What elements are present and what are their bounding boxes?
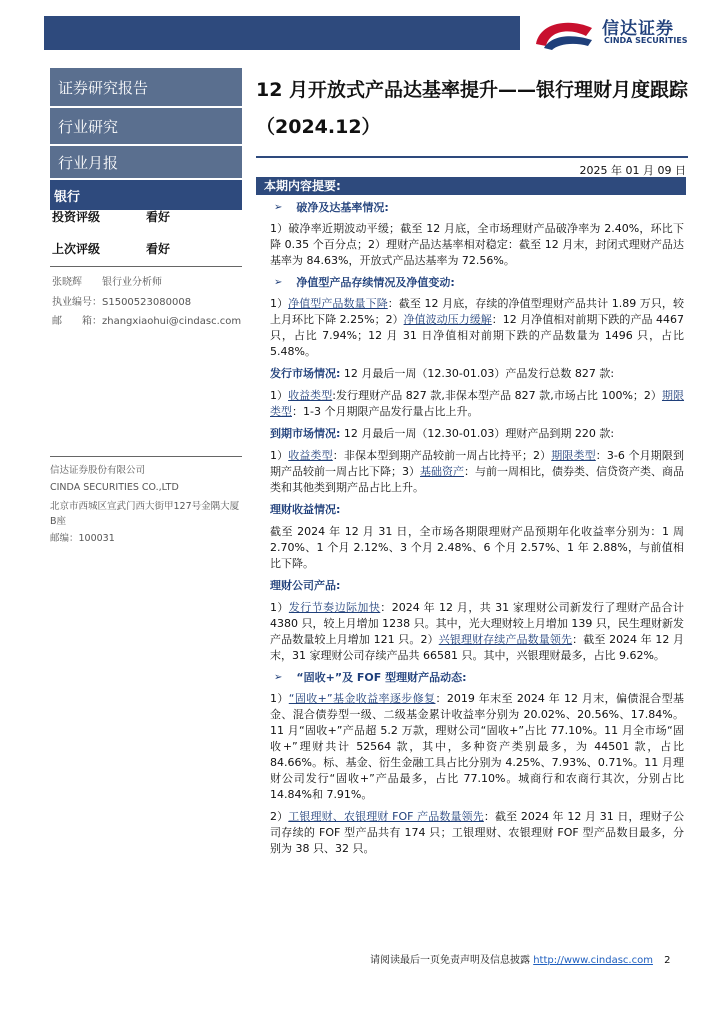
previous-rating	[52, 240, 171, 257]
analyst-name: 张晓辉 银行业分析师	[52, 277, 162, 288]
section-heading: 理财收益情况:	[270, 503, 341, 516]
company-postcode: 邮编：100031	[50, 533, 115, 544]
section-heading: 理财公司产品:	[270, 579, 341, 592]
sector-label: 银行	[50, 180, 242, 210]
company-name-cn: 信达证券股份有限公司	[50, 465, 146, 476]
company-name-en: CINDA SECURITIES CO.,LTD	[50, 482, 179, 493]
rating-value: 看好	[146, 210, 171, 224]
logo-english-text: CINDA SECURITIES	[604, 36, 688, 45]
paragraph: 截至 2024 年 12 月 31 日，全市场各期限理财产品预期年化收益率分别为：1 周 2.70%、1 个月 2.12%、3 个月 2.48%、6 个月 2.57%、1 年 2.88%，与前值相比下降。	[270, 525, 684, 570]
section-heading: ➢ 破净及达基率情况:	[274, 201, 389, 214]
analyst-email[interactable]: 邮 箱：zhangxiaohui@cindasc.com	[52, 316, 242, 327]
sidebar	[50, 68, 242, 210]
arrow-icon: ➢	[274, 672, 283, 683]
website-link[interactable]: http://www.cindasc.com	[533, 955, 653, 966]
divider	[50, 266, 242, 267]
paragraph: 2）工银理财、农银理财 FOF 产品数量领先：截至 2024 年 12 月 31 日，理财子公司存续的 FOF 型产品共有 174 只；工银理财、农银理财 FOF 型产品数目最多，分别为 38 只、32 只。	[270, 810, 685, 855]
report-category-box: 行业月报	[50, 146, 242, 178]
arrow-icon: ➢	[274, 277, 283, 288]
analyst-cert: 执业编号：S1500523080008	[52, 297, 192, 308]
report-type-box: 证券研究报告	[50, 68, 242, 106]
research-type-box: 行业研究	[50, 108, 242, 144]
paragraph: 1）“固收+”基金收益率逐步修复：2019 年末至 2024 年 12 月末，偏债混合型基金、混合债券型一级、二级基金累计收益率分别为 20.02%、20.56%、17.84%。11 月“固收+”产品超 5.2 万款，理财公司“固收+”占比 77.10%。11 月全市场“固收+”理财共计 52564 款，其中，多种资产类别最多，为 44501 款，占比 84.66%。标、基金、衍生金融工具占比分别为 4.25%、7.93%、0.71%。11 月理财公司发行“固收+”产品最多，占比 77.10%。城商行和农商行其次，分别占比 14.84%和 7.91%。	[270, 692, 684, 801]
report-title: 12 月开放式产品达基率提升——银行理财月度跟踪（2024.12）	[256, 79, 689, 138]
company-address: 北京市西城区宣武门西大街甲127号金隅大厦B座	[50, 501, 240, 527]
paragraph: 1）净值型产品数量下降：截至 12 月底，存续的净值型理财产品共计 1.89 万只，较上月环比下降 2.25%；2）净值波动压力缓解：12 月净值相对前期下跌的产品 4467 只，占比 7.94%；12 月 31 日净值相对前期下跌的产品数量为 1496 只，占比 5.48%。	[270, 297, 685, 358]
paragraph: 1）收益类型:发行理财产品 827 款,非保本型产品 827 款,市场占比 100%；2）期限类型：1-3 个月期限产品发行量占比上升。	[270, 389, 685, 418]
rating-label: 投资评级	[52, 210, 101, 224]
page-footer	[370, 951, 671, 966]
rating-label: 上次评级	[52, 242, 101, 256]
paragraph: 1）收益类型：非保本型到期产品较前一周占比持平；2）期限类型：3-6 个月期限到期产品较前一周占比下降；3）基础资产：与前一周相比，债券类、信贷资产类、商品类和其他类到期产品占比上升。	[270, 449, 685, 494]
section-heading: ➢ “固收+”及 FOF 型理财产品动态:	[274, 671, 467, 684]
paragraph: 1）破净率近期波动平缓；截至 12 月底，全市场理财产品破净率为 2.40%，环比下降 0.35 个百分点；2）理财产品达基率相对稳定：截至 12 月末，封闭式理财产品达基率为 84.63%，开放式产品达基率为 72.56%。	[270, 222, 684, 267]
summary-header: 本期内容提要:	[256, 177, 686, 195]
header-bar	[44, 16, 520, 50]
paragraph: 到期市场情况: 12 月最后一周（12.30-01.03）理财产品到期 220 款:	[270, 427, 615, 440]
report-date: 2025 年 01 月 09 日	[579, 164, 686, 177]
divider	[50, 456, 242, 457]
arrow-icon: ➢	[274, 202, 283, 213]
disclaimer-text: 请阅读最后一页免责声明及信息披露	[370, 955, 530, 966]
summary-content	[270, 200, 684, 863]
section-heading: ➢ 净值型产品存续情况及净值变动:	[274, 276, 455, 289]
page-number: 2	[664, 955, 671, 966]
title-underline	[256, 156, 688, 158]
logo-chinese-text: 信达证券	[602, 19, 674, 39]
paragraph: 1）发行节奏边际加快：2024 年 12 月，共 31 家理财公司新发行了理财产品合计 4380 只，较上月增加 1238 只。其中，光大理财较上月增加 139 只，民生理财新发产品数量较上月增加 121 只。2）兴银理财存续产品数量领先：截至 2024 年 12 月末，31 家理财公司存续产品共 66581 只。其中，兴银理财最多，占比 9.62%。	[270, 601, 685, 662]
investment-rating	[52, 208, 171, 225]
rating-value: 看好	[146, 242, 171, 256]
paragraph: 发行市场情况: 12 月最后一周（12.30-01.03）产品发行总数 827 款:	[270, 367, 615, 380]
